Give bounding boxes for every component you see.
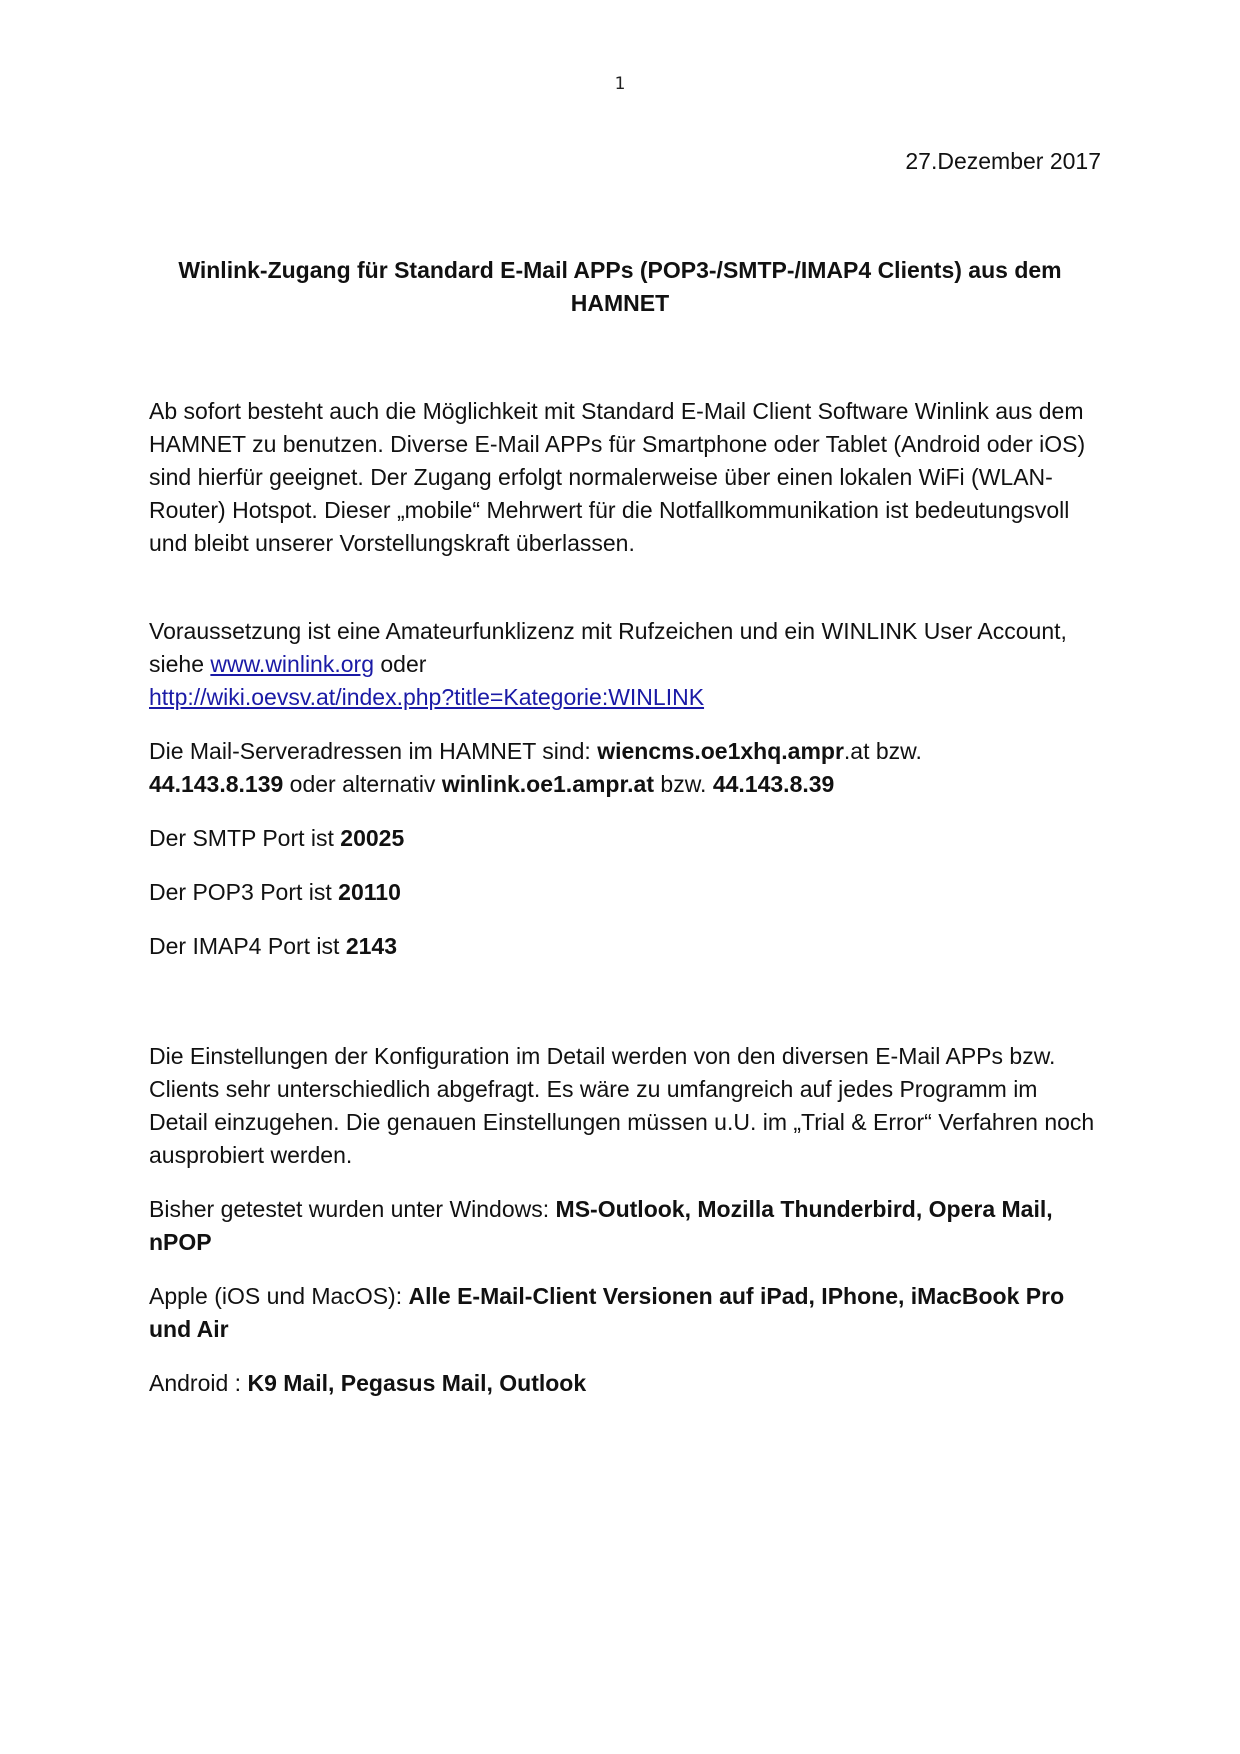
requirements-or: oder <box>373 651 427 677</box>
smtp-port-line <box>149 822 1099 855</box>
servers-bzw-2: bzw. <box>654 771 713 797</box>
requirements-paragraph <box>149 615 1099 714</box>
server-ip-1: 44.143.8.139 <box>149 771 284 797</box>
config-paragraph <box>149 1040 1099 1172</box>
server-ip-2: 44.143.8.39 <box>712 771 835 797</box>
server-host-2: winlink.oe1.ampr.at <box>441 771 655 797</box>
windows-tested-paragraph <box>149 1193 1099 1259</box>
oevsv-wiki-link[interactable]: http://wiki.oevsv.at/index.php?title=Kategorie:WINLINK <box>149 684 705 710</box>
imap4-port-line <box>149 930 1099 963</box>
pop3-port-value: 20110 <box>338 879 401 905</box>
imap4-port-value: 2143 <box>345 933 397 959</box>
smtp-port-value: 20025 <box>340 825 405 851</box>
pop3-port-label: Der POP3 Port ist <box>149 879 339 905</box>
servers-paragraph <box>149 735 1099 801</box>
page-number: 1 <box>614 74 626 94</box>
config-note: Die Einstellungen der Konfiguration im Detail werden von den diversen E-Mail APPs bzw. Clients sehr unterschiedlich abgefragt. Es wäre zu umfangreich auf jedes Programm im Detail einzugehen. Die genauen Einstellungen müssen u.U. im „Trial & Error“ Verfahren noch ausprobiert werden. <box>149 1043 1095 1168</box>
server-host-1: wiencms.oe1xhq.ampr <box>597 738 844 764</box>
android-tested-paragraph <box>149 1367 1099 1400</box>
apple-tested-label: Apple (iOS und MacOS): <box>149 1283 409 1309</box>
intro-paragraph <box>149 395 1099 560</box>
windows-tested-label: Bisher getestet wurden unter Windows: <box>149 1196 556 1222</box>
document-date: 27.Dezember 2017 <box>905 148 1101 174</box>
server-host-1-suffix: .at <box>843 738 870 764</box>
android-tested-clients: K9 Mail, Pegasus Mail, Outlook <box>247 1370 587 1396</box>
smtp-port-label: Der SMTP Port ist <box>149 825 341 851</box>
requirements-text: Voraussetzung ist eine Amateurfunklizenz mit Rufzeichen und ein WINLINK User Account, siehe <box>149 618 1067 677</box>
servers-prefix: Die Mail-Serveradressen im HAMNET sind: <box>149 738 598 764</box>
document-title: Winlink-Zugang für Standard E-Mail APPs (POP3-/SMTP-/IMAP4 Clients) aus dem HAMNET <box>178 257 1062 316</box>
android-tested-label: Android : <box>149 1370 248 1396</box>
apple-tested-paragraph <box>149 1280 1099 1346</box>
servers-alternative: oder alternativ <box>283 771 442 797</box>
imap4-port-label: Der IMAP4 Port ist <box>149 933 346 959</box>
winlink-org-link[interactable]: www.winlink.org <box>210 651 374 677</box>
windows-tested-clients: MS-Outlook, Mozilla Thunderbird, Opera Mail, nPOP <box>149 1196 1053 1255</box>
intro-text: Ab sofort besteht auch die Möglichkeit mit Standard E-Mail Client Software Winlink aus dem HAMNET zu benutzen. Diverse E-Mail APPs für Smartphone oder Tablet (Android oder iOS) sind hierfür geeignet. Der Zugang erfolgt normalerweise über einen lokalen WiFi (WLAN-Router) Hotspot. Dieser „mobile“ Mehrwert für die Notfallkommunikation ist bedeutungsvoll und bleibt unserer Vorstellungskraft überlassen. <box>149 398 1086 556</box>
apple-tested-clients: Alle E-Mail-Client Versionen auf iPad, IPhone, iMacBook Pro und Air <box>149 1283 1065 1342</box>
servers-bzw-1: bzw. <box>869 738 922 764</box>
pop3-port-line <box>149 876 1099 909</box>
